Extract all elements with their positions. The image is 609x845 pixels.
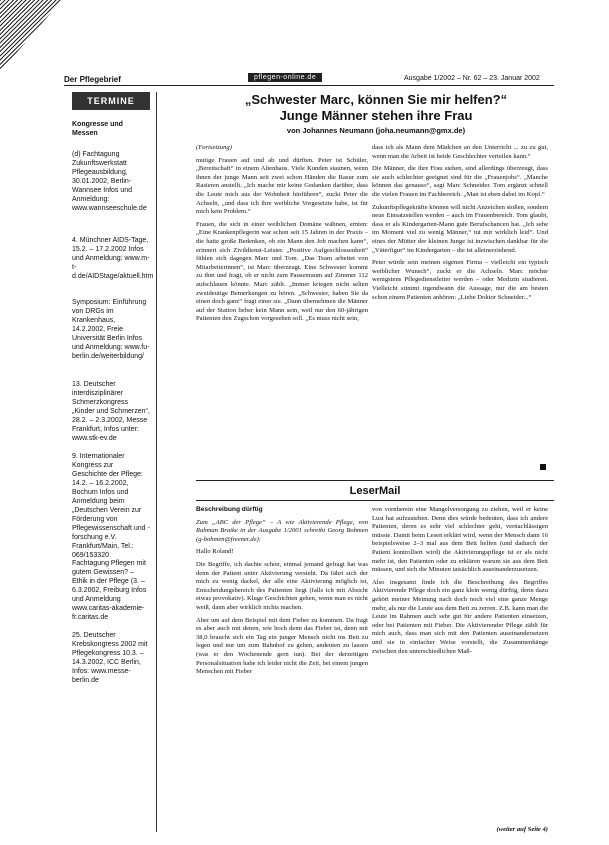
article-paragraph: Frauen, die sich in einer weiblichen Domäne wähnen, ernten: „Eine Krankenpflegerin war schon seit 15 Jahren in der Praxis – die hatte große Bedenken, ob ein Mann den Job machen kann“, erinnert sich Zivildienst-Leister. „Positive Aufgeschlossenheit“ fühlen sich dagegen Marc und Tom. „Das Team arbeitet von Mitarbeiterinnen“, ist Marc überzeugt. Eine Schwester kommt zu ihm und fragt, ob er nicht zum Pausenraum auf Zimmer 112 aufschlauen könnte. Marc zählt. „Immer kriegen nicht selten zweideutige Bemerkungen zu hören. „Schwester, haben Sie da einen doch ganz“ fragt einer sie. „Dann übernehmen die Männer auf der Station lieber kein Mann sein, weil nur den 60-jährigen Patienten den Zugschon vorgesehen soll. „Es muss nicht sein, xyxy=(196,220,368,323)
letter-greeting: Hallo Roland! xyxy=(196,548,234,556)
sidebar-title: TERMINE xyxy=(72,92,150,110)
continued-note: (weiter auf Seite 4) xyxy=(496,826,548,833)
end-of-article-mark xyxy=(540,464,546,470)
letter-reference: Zum „ABC der Pflege“ – A wie Aktivierende Pflege, von Rahman Braike in der Ausgabe 1/2001 schreibt Georg Bohmen (g-bohmen@freenet.de): xyxy=(196,518,368,543)
event-item: 4. Münchner AIDS-Tage, 15.2. – 17.2.2002 Infos und Anmeldung: www.m-t-d.de/AIDStage/aktuell.htm xyxy=(72,237,154,280)
event-item: Symposium: Einführung von DRGs im Krankenhaus, 14.2.2002, Freie Universität Berlin Infos und Anmeldung: www.fu-berlin.de/weiterbildung/ xyxy=(72,299,150,360)
article-title-line2: Junge Männer stehen ihre Frau xyxy=(279,108,473,123)
lesermail-heading: LeserMail xyxy=(349,485,401,497)
header-right: Ausgabe 1/2002 – Nr. 62 – 23. Januar 2002 xyxy=(404,75,540,82)
header-left: Der Pflegebrief xyxy=(64,75,121,84)
sidebar xyxy=(72,92,157,832)
header-center-logo: pflegen-online.de xyxy=(248,73,322,82)
letter-paragraph: Also insgesamt finde ich die Beschreibung des Begriffes Aktivierende Pflege doch ein ganz klein wenig dürftig, denn dazu gehört meiner Meinung nach doch noch viel eine ganze Menge mehr, als nur die Leute aus dem Bett zu zerren. Z.B. kann man die Leute im Rahmen auch sehr gut für andere Patienten einsetzen, oder bei Patienten mit Fieber. Die Aktivierender Pflege zählt für mich auch, dass man sich mit den Patienten auseinandersetzen und sie in einfacher Weise vorstellt, die Zusammenhänge zwischen den unterschiedlichen Maß- xyxy=(372,578,548,655)
letter-paragraph: Die Begriffe, ich dachte schon, einmal jemand gefragt hat was denn der Patient unter Aktivierung versteht. Da fährt sich der mich zu wenig dackel, der alle eine Aktivierung möglich ist, Entscheidungsbereich des Patienten liegt (falls ich mit Absicht etwas provokativ). Kluge Geschichten gehen, wenn man es nicht weiß, dann aber wirklich nichts machen. xyxy=(196,560,368,611)
event-item: 13. Deutscher interdisziplinärer Schmerzkongress „Kinder und Schmerzen“, 28.2. – 2.3.2002, Messe Frankfurt, Infos unter: www.stk-ev.de xyxy=(72,381,150,442)
article-paragraph: Zukunftspflegekräfte können will nicht Anzeichen stoßen, sondern neue Einsatzstellen werden – auch im Frauenbereich. Tom glaubt, dass er als Kindergarten-Mann gute Berufschancen hat. „Ich sehe im Moment viel zu wenig Männer,“ tut mir wirklich leid“. Und eines der Mütter der kleinen Junge ist inzwischen dankbar für die „Väterfigur“ im Kindergarten – die ist alleinerziehend. xyxy=(372,203,548,254)
article-column-2 xyxy=(372,144,548,474)
article-paragraph: dass ich als Mann dem Mädchen an den Unterricht ... zu zu gut, wenn man die Arbeit ist beide Geschlechter verteilen kann.“ xyxy=(372,144,548,160)
event-item: (d) Fachtagung Zukunftswerkstatt Pflegeausbildung, 30.01.2002, Berlin-Wannsee Infos und Anmeldung: www.wannseeschule.de xyxy=(72,151,147,212)
article-column-1 xyxy=(196,144,368,474)
article-title-line1: „Schwester Marc, können Sie mir helfen?“ xyxy=(244,92,508,107)
article-paragraph: Die Männer, die ihre Frau stehen, sind allerdings überzeugt, dass sie auch schlechter geeignet sind für die „Frauenjobs“. „Manche können das genauso“, sagt Marc Schneider. Tom ergänzt schnell die vielen Frauen im Fachbereich. „Man ist eben dabei im Kopf.“ xyxy=(372,165,548,198)
article-paragraph: Peter würde sein meinen eigenen Firma – vielleicht ein typisch weiblicher Wunsch“, zuckt er die Achseln. Marc möchte wenigstens Pflegedienstleiter werden – oder Medizin studieren. Vielleicht stimmt irgendwann die Aussage, nur die am besten schon einem Patienten anhören: „Liebe Doktor Schneider...“ xyxy=(372,259,548,301)
lesermail-column-2 xyxy=(372,506,548,824)
event-item: 25. Deutscher Krebskongress 2002 mit Pflegekongress 10.3. – 14.3.2002, ICC Berlin, Infos: www.messe-berlin.de xyxy=(72,632,148,684)
lesermail-rule xyxy=(196,480,554,481)
lesermail-heading-rule xyxy=(196,500,554,501)
letter-paragraph: von vornherein eine Mangelversorgung zu ziehen, weil er keine Lust hat aufzustehen. Denn dies würde bedeuten, dass ich andere Patienten, deren es sehr viel schlechter geht, vernachlässigen müsste. Damit beim Lesen erklärt wird, wenn der Mensch dann 16 beispielsweise 2–3 mal aus dem Bett helfen (und dadurch der Patient kontrolliert wird) die Aktivierungspflege ist er als nicht mehr ist, den Patienten oder zu erklären warum sie aus dem Bett müssen, und sich die Minuten tatsächlich auseinanderzusetzen. xyxy=(372,506,548,574)
article-paragraph: mutige Frauen auf und ab und dürften. Peter ist Schüler, „Bereitschaft“ in einem Altenhaus. Viele Kunden staunen, wenn ihnen der junge Mann seit zwei schon Händen die Rasur zum Rasieren anstellt. „Ich mache mir keine Gedanken darüber, dass die Leute mich aus der Wohnheit hinführen“, zuckt Peter die Achseln, „und dass ich ihre weibliche Vorgesetzte habe, ist für mich kein Problem.“ xyxy=(196,156,368,216)
header-rule xyxy=(64,85,554,86)
event-item: Fachtagung Pflegen mit gutem Gewissen? – Ethik in der Pflege (3. – 6.3.2002, Freiburg Infos und Anmeldung www.caritas-akademie-fr.caritas.de xyxy=(72,560,147,621)
article-byline: von Johannes Neumann (joha.neumann@gmx.de) xyxy=(286,126,466,135)
letter-paragraph: Aber um auf dem Beispiel mit dem Fieber zu kommen. Da fragt es aber auch mit denen, wie hoch denn das Fieber ist, denn mit 38,0 braucht sich ein Tag ein junger Mensch nicht ins Bett zu legen und nur um zum Bahnhof zu gehen, andeuten zu lassen (was er den Wochenende gern tun). Bei der derzeitigen Personalsituation habe ich leider nicht die Zeit, bei einem jungen Menschen mit Fieber xyxy=(196,616,368,676)
lesermail-column-1 xyxy=(196,506,368,831)
sidebar-subtitle: Kongresse und Messen xyxy=(72,121,123,137)
letter-subject: Beschreibung dürftig xyxy=(196,506,263,513)
event-item: 9. Internationaler Kongress zur Geschichte der Pflege: 14.2. – 16.2.2002, Bochum Infos und Anmeldung beim „Deutschen Verein zur Förderung von Pflegewissenschaft und -forschung e.V. Frankfurt/Main, Tel.: 069/153320 xyxy=(72,453,150,559)
corner-hatch-decoration xyxy=(0,0,62,72)
article-continuation-note: (Fortsetzung) xyxy=(196,144,232,151)
